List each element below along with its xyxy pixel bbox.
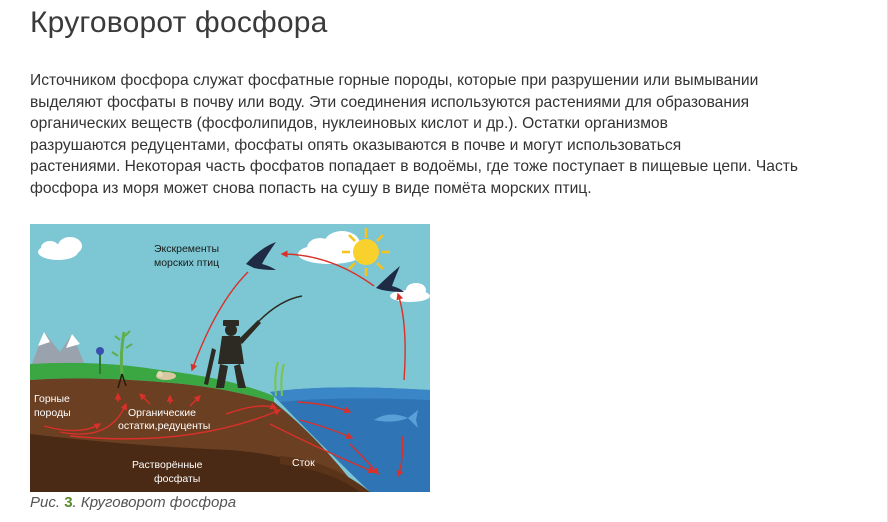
caption-text: . Круговорот фосфора xyxy=(72,494,237,511)
paragraph-line: выделяют фосфаты в почву или воду. Эти соединения используются растениями для образования xyxy=(30,93,750,111)
paragraph-line: растениями. Некоторая часть фосфатов попадает в водоёмы, где тоже поступает в пищевые цепи. Часть xyxy=(30,158,799,176)
paragraph-line: разрушаются редуцентами, фосфаты опять оказываются в почве и могут использоваться xyxy=(30,136,682,154)
sun-icon xyxy=(342,228,390,276)
caption-prefix: Рис. xyxy=(30,494,65,511)
label-droppings: морских птиц xyxy=(154,257,220,269)
figure-caption xyxy=(30,494,236,511)
label-rocks: породы xyxy=(34,407,71,419)
paragraph-line: фосфора из моря может снова попасть на сушу в виде помёта морских птиц. xyxy=(30,179,592,197)
label-dissolved: Растворённые xyxy=(132,459,203,471)
label-droppings: Экскременты xyxy=(154,243,219,255)
label-dissolved: фосфаты xyxy=(154,473,201,485)
paragraph-line: органических веществ (фосфолипидов, нуклеиновых кислот и др.). Остатки организмов xyxy=(30,115,668,133)
label-rocks: Горные xyxy=(34,393,70,405)
label-runoff: Сток xyxy=(292,457,315,469)
phosphorus-cycle-diagram xyxy=(30,224,430,492)
phosphorus-cycle-figure xyxy=(30,224,430,492)
intro-paragraph xyxy=(30,70,865,200)
label-organic: остатки,редуценты xyxy=(118,420,211,432)
caption-number: 3 xyxy=(64,494,73,511)
page-title: Круговорот фосфора xyxy=(30,6,328,39)
label-organic: Органические xyxy=(128,407,196,419)
paragraph-line: Источником фосфора служат фосфатные горные породы, которые при разрушении или вымывании xyxy=(30,72,759,89)
